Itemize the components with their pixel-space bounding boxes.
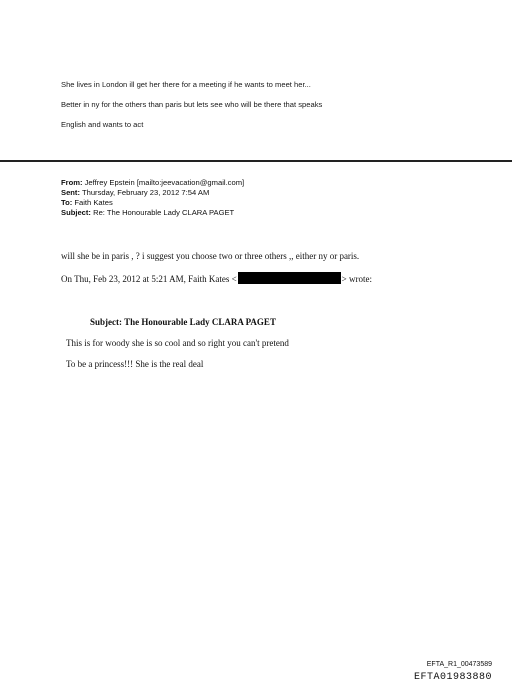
separator-rule [0,160,512,162]
quote-intro-after: > wrote: [341,274,372,284]
sent-label: Sent: [61,188,80,197]
top-message-line-2: Better in ny for the others than paris but lets see who will be there that speaks [61,100,323,109]
quoted-body-line-2: To be a princess!!! She is the real deal [66,359,204,369]
bates-number-2: EFTA01983880 [413,672,492,683]
quoted-subject: Subject: The Honourable Lady CLARA PAGET [90,317,276,327]
quoted-body-line-1: This is for woody she is so cool and so right you can't pretend [66,338,289,348]
redaction-block [238,272,341,284]
header-to [61,198,113,208]
top-message-line-1: She lives in London ill get her there for a meeting if he wants to meet her... [61,80,311,89]
subject-label: Subject: [61,208,91,217]
header-sent [61,188,209,198]
from-value: Jeffrey Epstein [mailto:jeevacation@gmail.com] [82,178,245,187]
to-value: Faith Kates [72,198,113,207]
to-label: To: [61,198,73,207]
sent-value: Thursday, February 23, 2012 7:54 AM [79,188,210,197]
top-message-line-3: English and wants to act [61,120,144,129]
subject-value: Re: The Honourable Lady CLARA PAGET [90,208,235,217]
from-label: From: [61,178,83,187]
quote-intro [61,272,372,284]
header-subject [61,208,234,218]
quote-intro-before: On Thu, Feb 23, 2012 at 5:21 AM, Faith Kates < [61,274,237,284]
bates-number-1: EFTA_R1_00473589 [426,661,492,668]
header-from [61,178,244,188]
reply-text: will she be in paris , ? i suggest you choose two or three others ,, either ny or paris. [61,251,360,261]
